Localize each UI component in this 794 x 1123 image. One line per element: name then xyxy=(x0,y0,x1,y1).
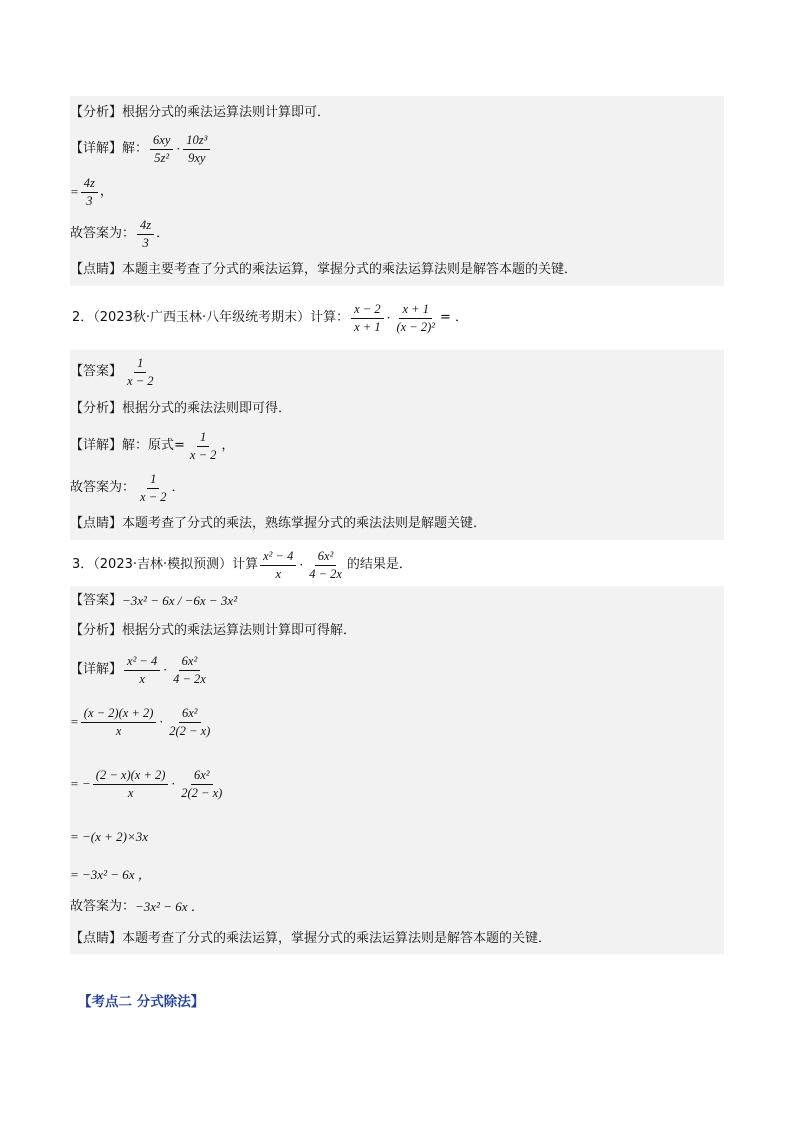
q1-detail-row xyxy=(70,131,724,167)
q3-analysis-row xyxy=(70,620,724,642)
q3-comment-text: 本题考查了分式的乘法运算，掌握分式的乘法运算法则是解答本题的关键． xyxy=(122,931,552,946)
q1-analysis-row xyxy=(70,102,724,124)
answer-lead: 故答案为： xyxy=(70,480,136,495)
fraction: x² − 4 x xyxy=(124,654,160,687)
multiply-dot: · xyxy=(299,558,304,572)
q2-detail-row: 【详解】 解：原式= $\frac{1}{x - 2}$ ， xyxy=(70,429,235,462)
q3-analysis-text: 根据分式的乘法运算法则计算即可得解． xyxy=(122,623,357,638)
q2-analysis-row xyxy=(70,398,724,420)
fraction: $\frac{x + 1}{\text{(x − 2)²}}$ xyxy=(396,301,435,334)
q2-stem-tail: = ． xyxy=(440,310,469,325)
fraction: x² − 4 x xyxy=(260,549,296,582)
analysis-tag: 【分析】 xyxy=(70,401,123,416)
q3-step1-row xyxy=(70,700,724,744)
q3-step3-row xyxy=(70,826,724,848)
fraction: 6x² 2(2 − x) xyxy=(169,705,211,738)
fraction: 10z³ 9xy xyxy=(183,133,210,166)
q3-answer-text: −3x² − 6x / −6x − 3x² xyxy=(122,593,238,608)
detail-tag: 【详解】 xyxy=(70,141,123,156)
section-heading: 【考点二 分式除法】 xyxy=(78,994,205,1010)
q1-analysis-text: 根据分式的乘法运算法则计算即可． xyxy=(122,105,331,120)
fraction: 4z 3 xyxy=(137,218,154,251)
comment-tag: 【点睛】 xyxy=(70,516,123,531)
analysis-tag: 【分析】 xyxy=(70,105,123,120)
fraction: $\frac{(2 - x)(x + 2)}{x}$ xyxy=(93,768,169,801)
q3-comment-row xyxy=(70,928,724,950)
q3-stem-tail: 的结果是． xyxy=(346,557,412,572)
q1-result-row: = $\frac{4z}{3}$ ， xyxy=(70,175,113,208)
q2-comment-row xyxy=(70,513,724,535)
q1-comment-row xyxy=(70,259,724,281)
fraction: 6xy 5z² xyxy=(150,133,173,166)
q2-analysis-text: 根据分式的乘法法则即可得． xyxy=(122,401,292,416)
multiply-dot: · xyxy=(386,311,391,325)
q1-answer-row: 故答案为： 4z 3 ． xyxy=(70,217,170,250)
answer-tag: 【答案】 xyxy=(70,364,123,379)
fraction: x − 2 x + 1 xyxy=(351,302,383,335)
q2-final-row: 故答案为： 1 x − 2 ． xyxy=(70,471,185,504)
q3-final-row xyxy=(70,896,724,918)
q3-final-text: −3x² − 6x ． xyxy=(135,899,204,914)
equals-sign: = xyxy=(70,184,79,199)
q2-stem xyxy=(70,298,724,338)
answer-lead: 故答案为： xyxy=(70,899,136,914)
multiply-dot: · xyxy=(163,663,168,677)
fraction: 1 x − 2 xyxy=(127,355,154,388)
answer-tag: 【答案】 xyxy=(70,593,123,608)
q3-detail-row xyxy=(70,650,724,690)
q3-step3-text: = −(x + 2)×3x xyxy=(70,829,149,844)
q2-answer-row xyxy=(70,354,724,390)
comment-tag: 【点睛】 xyxy=(70,262,123,277)
detail-tag: 【详解】 xyxy=(70,438,123,453)
answer-lead: 故答案为： xyxy=(70,226,136,241)
equals-sign: = xyxy=(70,714,79,729)
q3-step4-row xyxy=(70,864,724,886)
comment-tag: 【点睛】 xyxy=(70,931,123,946)
fraction: 6x² 4 − 2x xyxy=(173,653,206,686)
multiply-dot: · xyxy=(159,715,164,729)
q3-stem-lead: 3．（2023·吉林·模拟预测）计算 xyxy=(72,557,259,572)
fraction: $\frac{(x - 2)(x + 2)}{x}$ xyxy=(81,706,157,739)
fraction: $\frac{1}{x - 2}$ xyxy=(189,429,217,462)
fraction: 6x² 4 − 2x xyxy=(309,548,342,581)
q2-stem-lead: 2．（2023秋·广西玉林·八年级统考期末）计算： xyxy=(72,310,350,325)
q2-detail-lead: 解：原式= xyxy=(122,438,185,453)
equals-sign: = − xyxy=(70,776,91,791)
fraction: 1 x − 2 xyxy=(140,471,167,504)
multiply-dot: · xyxy=(176,142,181,156)
q1-detail-lead: 解： xyxy=(122,141,149,156)
q3-step4-text: = −3x² − 6x ， xyxy=(70,867,151,882)
q3-answer-row xyxy=(70,590,724,612)
analysis-tag: 【分析】 xyxy=(70,623,123,638)
fraction: 6x² 2(2 − x) xyxy=(181,767,223,800)
detail-tag: 【详解】 xyxy=(70,662,123,677)
q1-comment-text: 本题主要考查了分式的乘法运算，掌握分式的乘法运算法则是解答本题的关键． xyxy=(122,262,578,277)
q2-comment-text: 本题考查了分式的乘法，熟练掌握分式的乘法法则是解题关键． xyxy=(122,516,487,531)
q3-step2-row xyxy=(70,762,724,806)
fraction: $\frac{4z}{3}$ xyxy=(81,176,98,209)
q3-stem xyxy=(70,547,724,583)
multiply-dot: · xyxy=(171,777,176,791)
